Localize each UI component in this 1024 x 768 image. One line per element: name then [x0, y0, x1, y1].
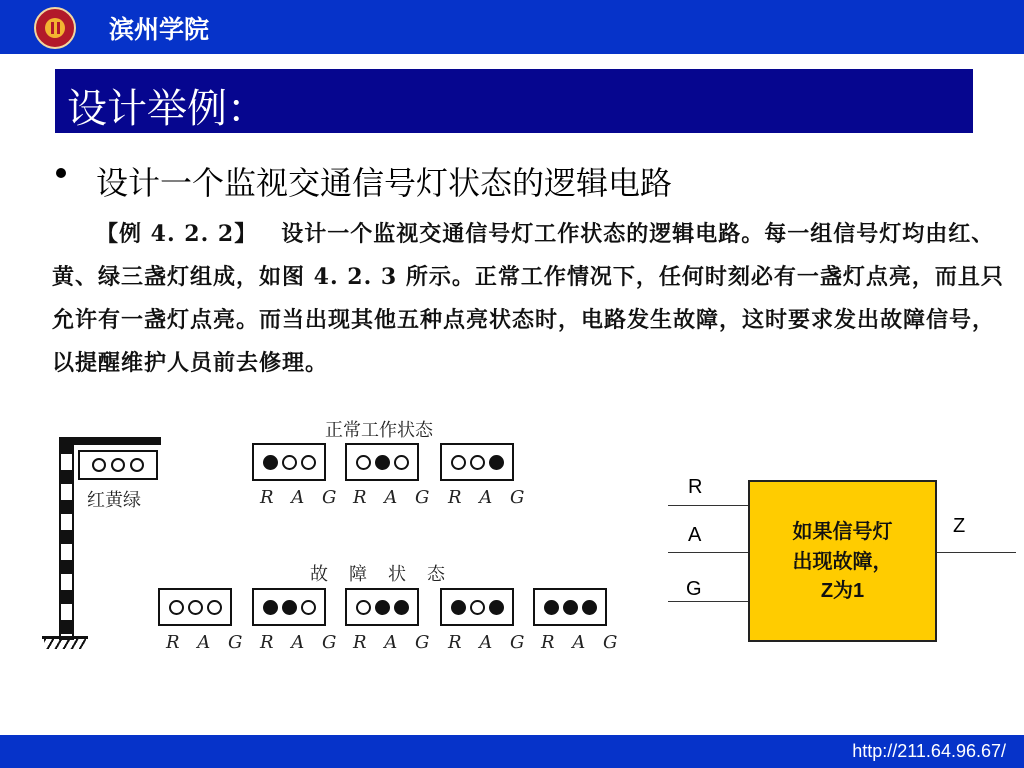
- block-line-2: 出现故障，: [792, 549, 893, 573]
- fault-detector-block: [748, 480, 937, 642]
- fault-state-box: [345, 588, 419, 626]
- normal-rag-label: R A G: [448, 487, 531, 508]
- output-label-z: Z: [953, 515, 966, 537]
- lamp-red-icon: [263, 600, 278, 615]
- lamp-red-icon: [92, 458, 106, 472]
- traffic-pole: [59, 438, 74, 640]
- traffic-light-head: [78, 450, 158, 480]
- slide-title: 设计举例：: [67, 86, 267, 132]
- fault-state-box: [533, 588, 607, 626]
- fault-rag-label: R A G: [448, 632, 531, 653]
- input-wire-a: [668, 552, 748, 553]
- fault-state-box: [158, 588, 232, 626]
- bullet-dot-icon: [56, 168, 66, 178]
- footer-url: http://211.64.96.67/: [852, 741, 1006, 761]
- lamp-green-icon: [394, 455, 409, 470]
- lamp-red-icon: [263, 455, 278, 470]
- lamp-yellow-icon: [111, 458, 125, 472]
- normal-rag-label: R A G: [353, 487, 436, 508]
- fault-rag-label: R A G: [166, 632, 249, 653]
- lamp-yellow-icon: [375, 600, 390, 615]
- example-body: 设计一个监视交通信号灯工作状态的逻辑电路。每一组信号灯均由红、黄、绿三盏灯组成，如图 4. 2. 3 所示。正常工作情况下，任何时刻必有一盏灯点亮，而且只允许有一盏灯点亮。而当出现其他五种点亮状态时，电路发生故障，这时要求发出故障信号，以提醒维护人员前去修理。: [52, 221, 1004, 376]
- fault-state-box: [252, 588, 326, 626]
- input-label-r: R: [688, 476, 703, 498]
- school-name: 滨州学院: [109, 15, 210, 44]
- fault-rag-label: R A G: [260, 632, 343, 653]
- block-line-1: 如果信号灯: [792, 519, 893, 543]
- block-line-3: Z为1: [820, 580, 865, 602]
- lamp-green-icon: [489, 455, 504, 470]
- lamp-red-icon: [356, 600, 371, 615]
- lamp-red-icon: [451, 455, 466, 470]
- traffic-pole-arm: [59, 437, 161, 445]
- example-paragraph: [52, 213, 1012, 385]
- lamp-green-icon: [301, 455, 316, 470]
- normal-state-box: [440, 443, 514, 481]
- fault-rag-label: R A G: [541, 632, 624, 653]
- lamp-green-icon: [130, 458, 144, 472]
- lamp-green-icon: [582, 600, 597, 615]
- lamp-red-icon: [169, 600, 184, 615]
- normal-state-box: [252, 443, 326, 481]
- school-emblem-icon: [34, 7, 76, 49]
- pole-label: 红黄绿: [87, 490, 141, 511]
- lamp-red-icon: [451, 600, 466, 615]
- lamp-yellow-icon: [282, 600, 297, 615]
- fault-caption: 故障状态: [310, 564, 466, 585]
- normal-state-box: [345, 443, 419, 481]
- lamp-yellow-icon: [188, 600, 203, 615]
- lamp-red-icon: [356, 455, 371, 470]
- lamp-green-icon: [394, 600, 409, 615]
- lamp-yellow-icon: [375, 455, 390, 470]
- bullet-text: 设计一个监视交通信号灯状态的逻辑电路: [96, 164, 673, 202]
- lamp-green-icon: [301, 600, 316, 615]
- input-label-g: G: [686, 578, 702, 600]
- bottom-bar: [0, 735, 1024, 768]
- lamp-yellow-icon: [563, 600, 578, 615]
- normal-rag-label: R A G: [260, 487, 343, 508]
- output-wire-z: [937, 552, 1016, 553]
- input-wire-g: [668, 601, 748, 602]
- top-bar: [0, 0, 1024, 54]
- lamp-green-icon: [489, 600, 504, 615]
- example-tag: 【例 4. 2. 2】: [96, 221, 258, 247]
- ground-hatch: [44, 639, 86, 649]
- normal-caption: 正常工作状态: [325, 420, 433, 441]
- lamp-red-icon: [544, 600, 559, 615]
- fault-state-box: [440, 588, 514, 626]
- input-wire-r: [668, 505, 748, 506]
- title-bar: [51, 69, 973, 133]
- lamp-yellow-icon: [470, 455, 485, 470]
- lamp-yellow-icon: [282, 455, 297, 470]
- fault-rag-label: R A G: [353, 632, 436, 653]
- lamp-yellow-icon: [470, 600, 485, 615]
- input-label-a: A: [688, 524, 702, 546]
- lamp-green-icon: [207, 600, 222, 615]
